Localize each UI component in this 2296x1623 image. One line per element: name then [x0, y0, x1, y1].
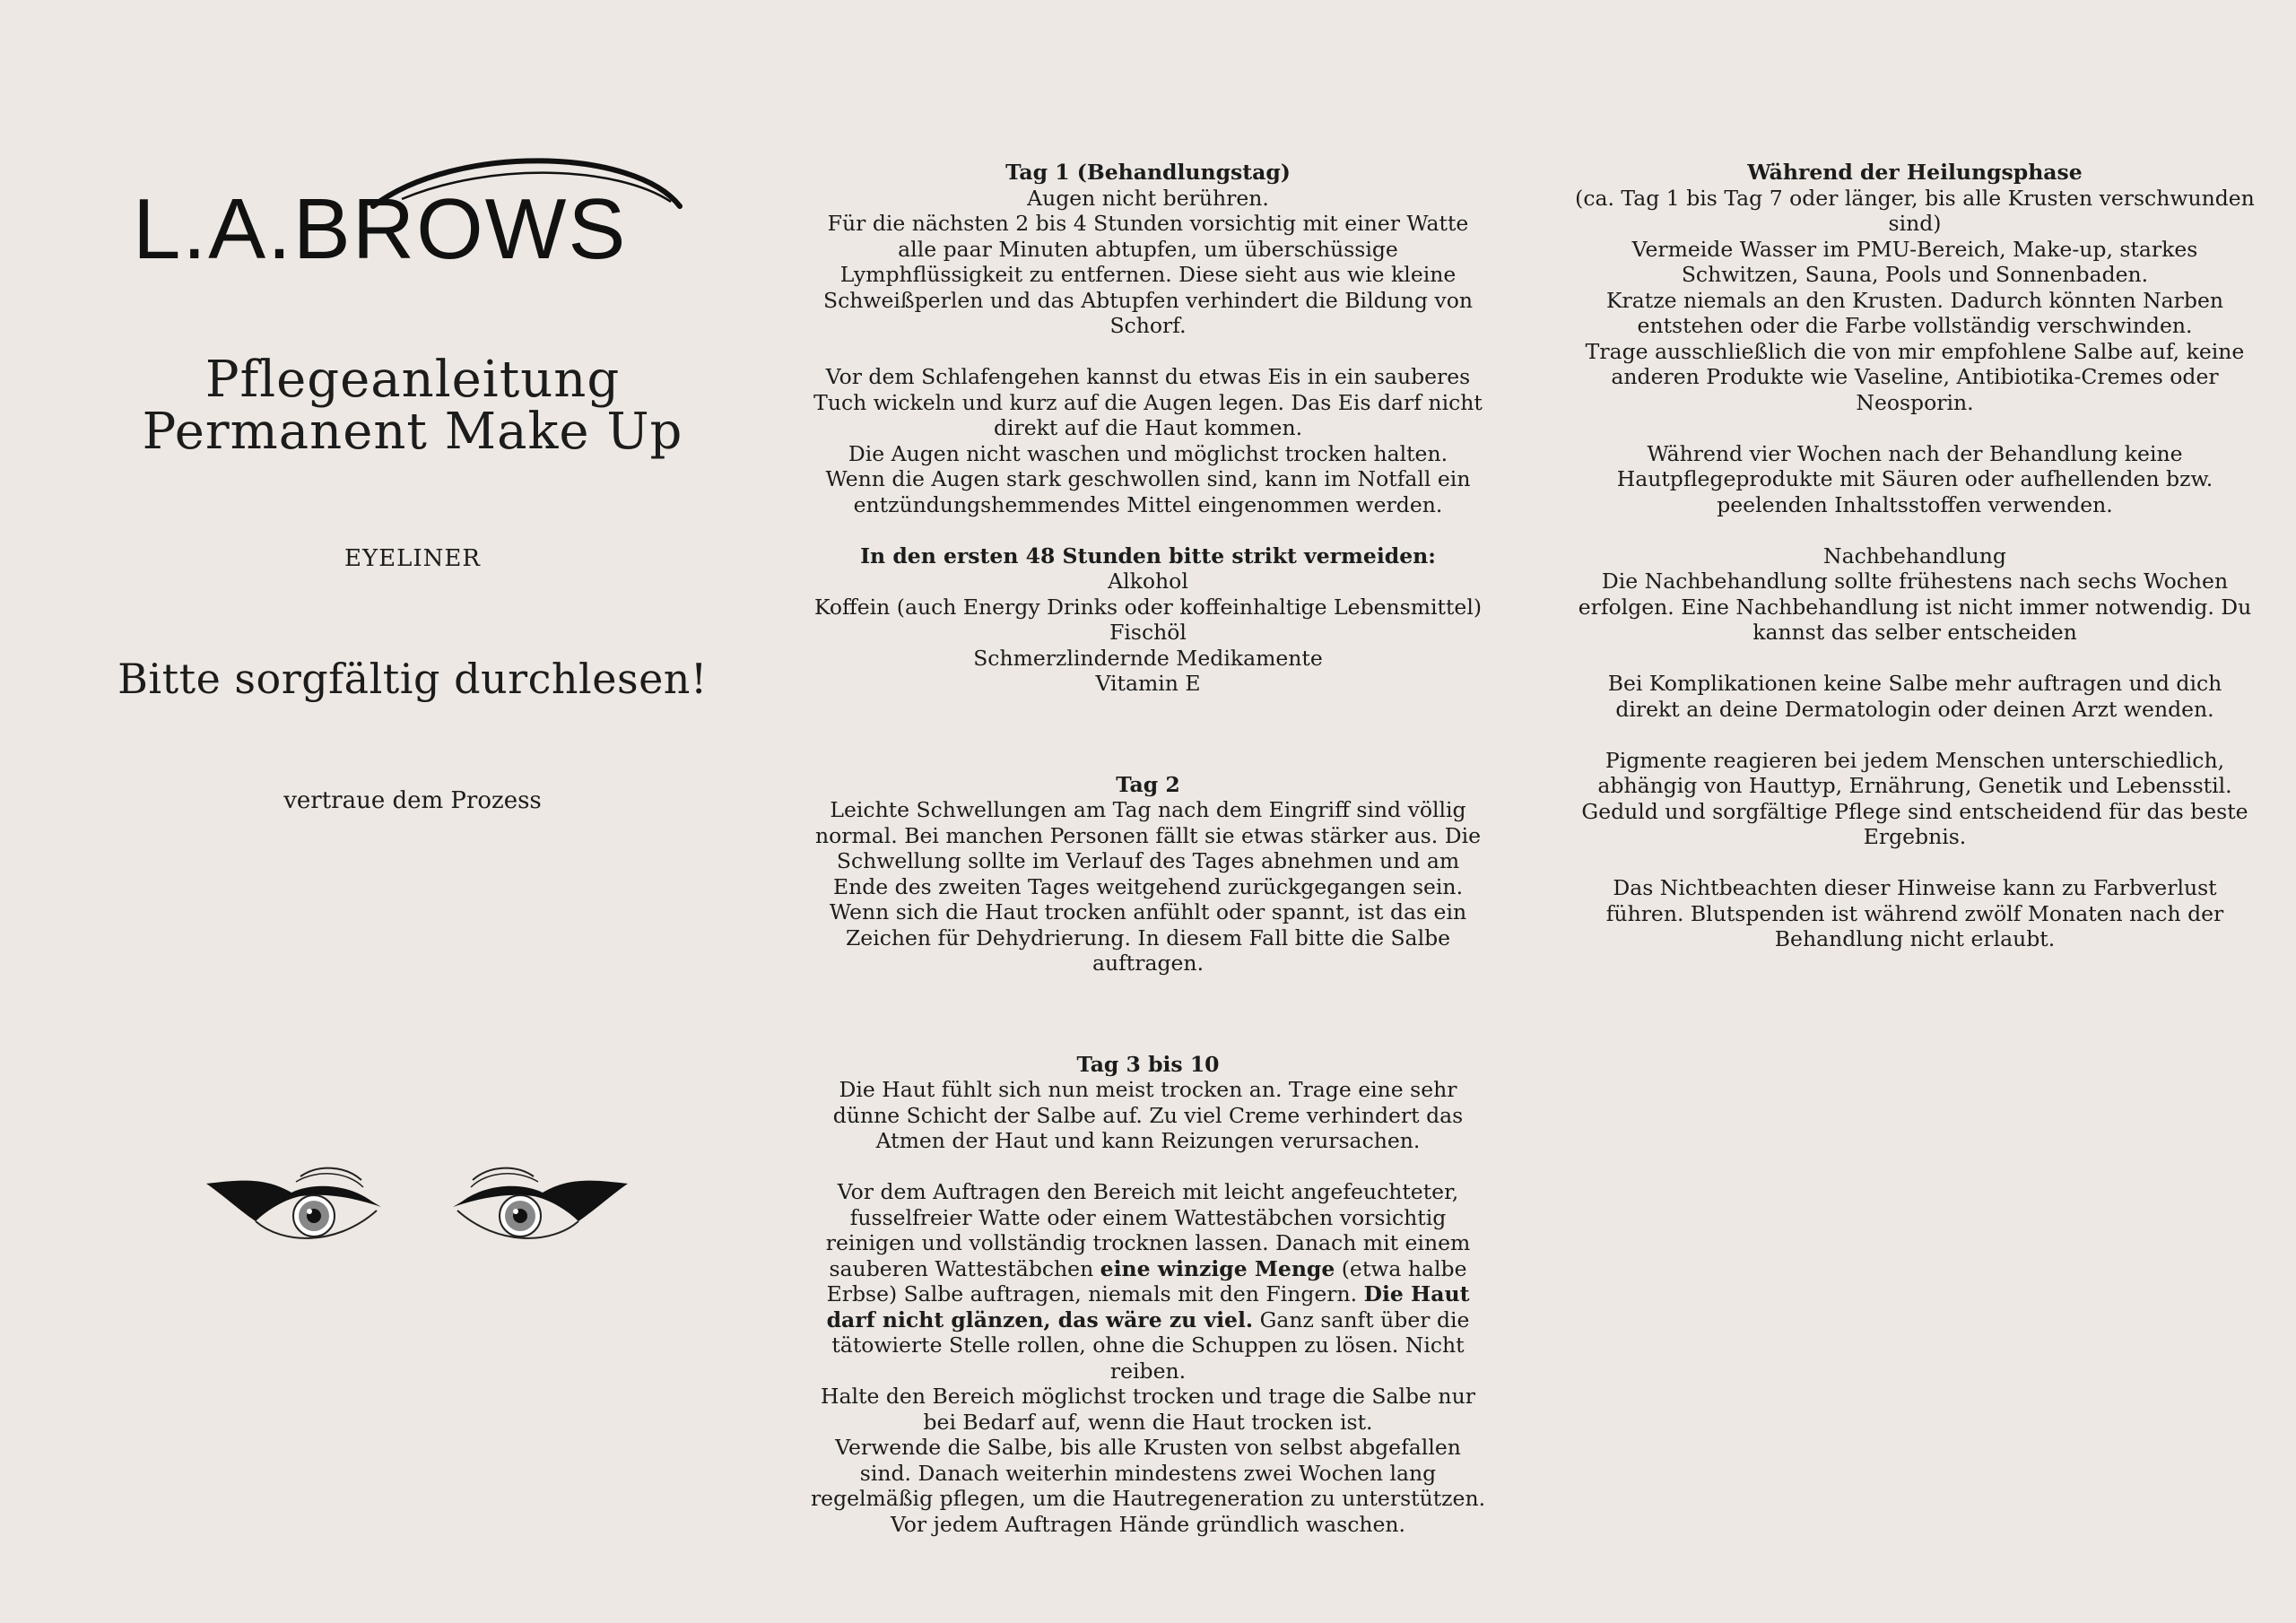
section-healing — [1574, 160, 2256, 952]
day-3-p4: Verwende die Salbe, bis alle Krusten von selbst abgefallen sind. Danach weiterhin mindestens zwei Wochen lang regelmäßig pflegen, um die Hautregeneration zu unterstützen. Vor jedem Auftragen Hände gründlich waschen. — [810, 1435, 1486, 1537]
day-3-p1: Die Haut fühlt sich nun meist trocken an. Trage eine sehr dünne Schicht der Salbe auf. Zu viel Creme verhindert das Atmen der Haut und kann Reizungen verursachen. — [832, 1077, 1464, 1153]
aftercare-p3: Pigmente reagieren bei jedem Menschen unterschiedlich, abhängig von Hauttyp, Ernährung, Genetik und Lebensstil. Geduld und sorgfältige Pflege sind entscheidend für das beste Ergebnis. — [1581, 747, 2248, 849]
day-3-p3: Halte den Bereich möglichst trocken und trage die Salbe nur bei Bedarf auf, wenn die Haut trocken ist. — [821, 1384, 1475, 1435]
avoid-item: Fischöl — [1109, 620, 1187, 645]
brand-logo — [133, 152, 698, 278]
healing-sub: (ca. Tag 1 bis Tag 7 oder länger, bis alle Krusten verschwunden sind) — [1575, 185, 2255, 236]
section-day-3-10 — [807, 1052, 1489, 1538]
healing-p1: Vermeide Wasser im PMU-Bereich, Make-up, starkes Schwitzen, Sauna, Pools und Sonnenbaden. — [1631, 236, 2198, 287]
avoid-item: Vitamin E — [1095, 671, 1201, 696]
motto: vertraue dem Prozess — [283, 787, 542, 814]
day-1-p3: Vor dem Schlafengehen kannst du etwas Eis in ein sauberes Tuch wickeln und kurz auf die Augen legen. Das Eis darf nicht direkt auf die Haut kommen. — [813, 364, 1483, 440]
healing-heading: Während der Heilungsphase — [1747, 160, 2083, 185]
page-title — [54, 351, 771, 461]
right-eye-icon — [453, 1168, 628, 1238]
left-eye-icon — [206, 1168, 381, 1238]
title-line-2: Permanent Make Up — [142, 403, 683, 461]
day-1-heading: Tag 1 (Behandlungstag) — [1005, 160, 1291, 185]
avoid-item: Schmerzlindernde Medikamente — [973, 645, 1323, 671]
aftercare-heading: Nachbehandlung — [1823, 542, 2006, 568]
section-day-1 — [807, 160, 1489, 697]
aftercare-p1: Die Nachbehandlung sollte frühestens nach sechs Wochen erfolgen. Eine Nachbehandlung ist nicht immer notwendig. Du kannst das selber entscheiden — [1578, 568, 2252, 645]
healing-p3: Trage ausschließlich die von mir empfohlene Salbe auf, keine anderen Produkte wie Vaseline, Antibiotika-Cremes oder Neosporin. — [1585, 338, 2245, 415]
section-day-2 — [807, 772, 1489, 976]
aftercare-p4: Das Nichtbeachten dieser Hinweise kann zu Farbverlust führen. Blutspenden ist während zwölf Monaten nach der Behandlung nicht erlaubt. — [1605, 875, 2224, 951]
avoid-item: Koffein (auch Energy Drinks oder koffeinhaltige Lebensmittel) — [813, 594, 1482, 620]
day-2-p2: Wenn sich die Haut trocken anfühlt oder spannt, ist das ein Zeichen für Dehydrierung. In diesem Fall bitte die Salbe auftragen. — [829, 899, 1467, 976]
day-3-p2: Vor dem Auftragen den Bereich mit leicht angefeuchteter, fusselfreier Watte oder einem Wattestäbchen vorsichtig reinigen und vollständig trocknen lassen. Danach mit einem sauberen Wattestäbchen eine winzige Menge (etwa halbe Erbse) Salbe auftragen, niemals mit den Fingern. Die Haut darf nicht glänzen, das wäre zu viel. Ganz sanft über die tätowierte Stelle rollen, ohne die Schuppen zu lösen. Nicht reiben. — [825, 1179, 1471, 1384]
day-2-p1: Leichte Schwellungen am Tag nach dem Eingriff sind völlig normal. Bei manchen Personen fällt sie etwas stärker aus. Die Schwellung sollte im Verlauf des Tages abnehmen und am Ende des zweiten Tages weitgehend zurückgegangen sein. — [814, 797, 1482, 899]
healing-p2: Kratze niemals an den Krusten. Dadurch könnten Narben entstehen oder die Farbe vollständig verschwinden. — [1605, 287, 2224, 338]
cover-panel — [0, 0, 825, 1623]
eyeliner-eyes-illustration — [202, 1157, 632, 1255]
day-1-p5: Wenn die Augen stark geschwollen sind, kann im Notfall ein entzündungshemmendes Mittel eingenommen werden. — [825, 466, 1471, 517]
day-3-heading: Tag 3 bis 10 — [1076, 1051, 1220, 1077]
day-2-heading: Tag 2 — [1116, 771, 1180, 797]
instructions-column-healing — [1574, 160, 2256, 977]
logo-text: L.A.BROWS — [133, 181, 628, 277]
aftercare-p2: Bei Komplikationen keine Salbe mehr auftragen und dich direkt an deine Dermatologin oder deinen Arzt wenden. — [1607, 671, 2222, 722]
avoid-heading: In den ersten 48 Stunden bitte strikt vermeiden: — [860, 542, 1436, 568]
day-1-p1: Augen nicht berühren. — [1027, 185, 1269, 211]
healing-p4: Während vier Wochen nach der Behandlung keine Hautpflegeprodukte mit Säuren oder aufhellenden bzw. peelenden Inhaltsstoffen verwenden. — [1616, 440, 2213, 517]
instructions-column-days — [807, 160, 1489, 1562]
title-line-1: Pflegeanleitung — [204, 351, 621, 409]
subtitle: EYELINER — [344, 545, 481, 572]
day-1-p4: Die Augen nicht waschen und möglichst trocken halten. — [848, 440, 1448, 466]
avoid-item: Alkohol — [1108, 568, 1188, 594]
day-1-p2: Für die nächsten 2 bis 4 Stunden vorsichtig mit einer Watte alle paar Minuten abtupfen, um überschüssige Lymphflüssigkeit zu entfernen. Diese sieht aus wie kleine Schweißperlen und das Abtupfen verhindert die Bildung von Schorf. — [823, 211, 1473, 338]
read-carefully-heading: Bitte sorgfältig durchlesen! — [117, 655, 708, 703]
logo-graphic — [133, 152, 698, 278]
